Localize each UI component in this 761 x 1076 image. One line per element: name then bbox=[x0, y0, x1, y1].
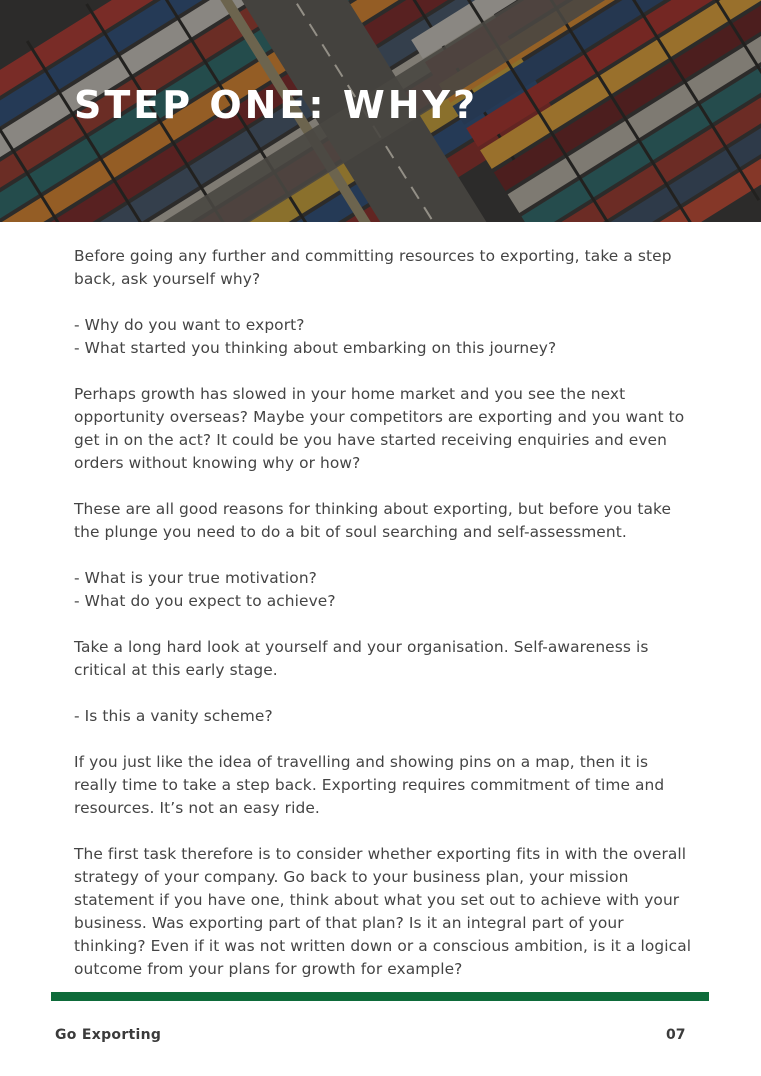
bullet-list-why: - Why do you want to export? - What started you thinking about embarking on this journey? bbox=[74, 316, 557, 357]
page-title: STEP ONE: WHY? bbox=[74, 83, 479, 127]
header-banner bbox=[0, 0, 761, 222]
publication-name: Go Exporting bbox=[55, 1027, 162, 1043]
footer-divider bbox=[51, 992, 709, 1001]
paragraph-reasons: Perhaps growth has slowed in your home market and you see the next opportunity overseas? Maybe your competitors are exporting and you want to get in on the act? It could be you have started receiving enquiries and even orders without knowing why or how? bbox=[74, 385, 685, 472]
paragraph-commitment: If you just like the idea of travelling and showing pins on a map, then it is really time to take a step back. Exporting requires commitment of time and resources. It’s not an easy ride. bbox=[74, 753, 665, 817]
bullet-list-motivation: - What is your true motivation? - What do you expect to achieve? bbox=[74, 569, 336, 610]
bullet-vanity: - Is this a vanity scheme? bbox=[74, 707, 273, 725]
paragraph-self-awareness: Take a long hard look at yourself and your organisation. Self-awareness is critical at this early stage. bbox=[74, 638, 649, 679]
paragraph-self-assessment: These are all good reasons for thinking about exporting, but before you take the plunge you need to do a bit of soul searching and self-assessment. bbox=[74, 500, 672, 541]
article-body bbox=[74, 245, 694, 1004]
paragraph-intro: Before going any further and committing resources to exporting, take a step back, ask yourself why? bbox=[74, 247, 672, 288]
page-number: 07 bbox=[666, 1027, 686, 1043]
paragraph-strategy: The first task therefore is to consider whether exporting fits in with the overall strategy of your company. Go back to your business plan, your mission statement if you have one, think about what you set out to achieve with your business. Was exporting part of that plan? Is it an integral part of your thinking? Even if it was not written down or a conscious ambition, is it a logical outcome from your plans for growth for example? bbox=[74, 845, 692, 978]
